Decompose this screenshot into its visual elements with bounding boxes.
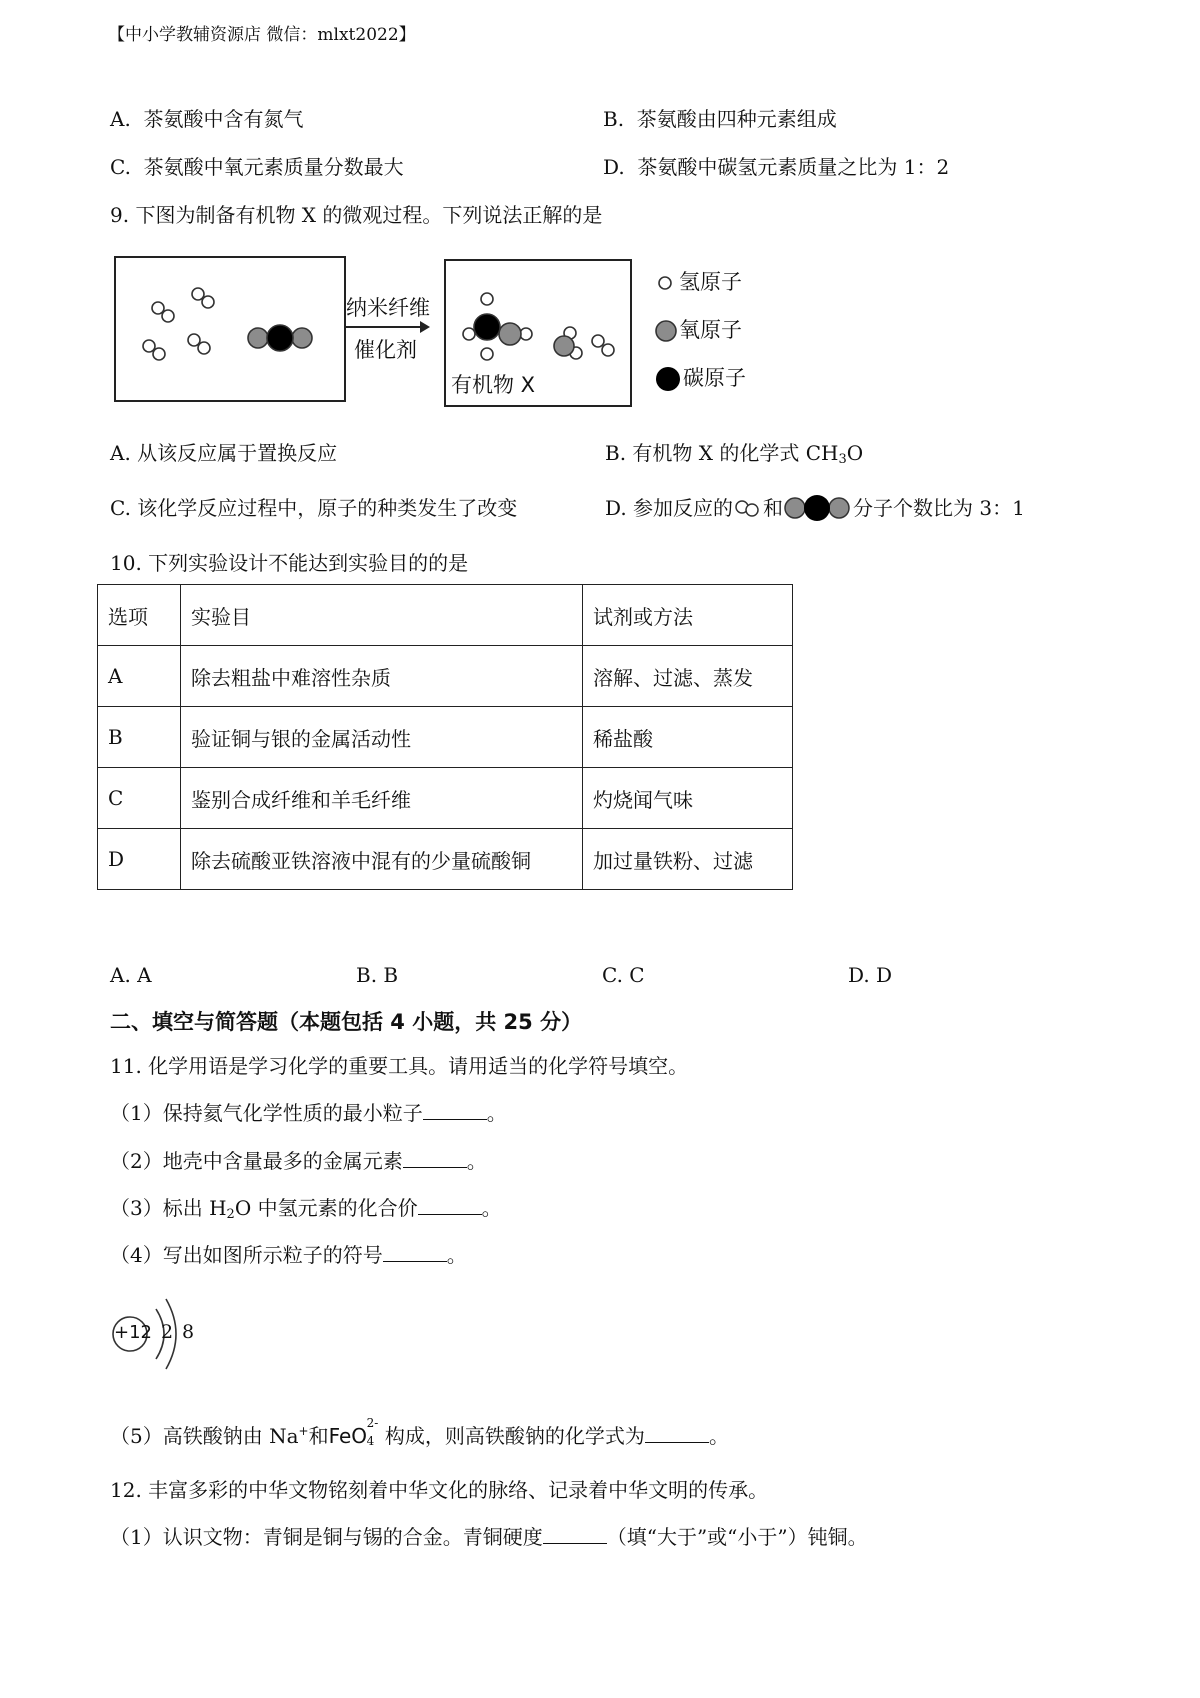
table-header-cell: 选项 [98, 585, 181, 646]
conjunction: 和 [308, 1424, 329, 1448]
q10-answer-c: C. C [602, 963, 645, 987]
answer-blank[interactable] [423, 1103, 487, 1120]
arrow-label-top: 纳米纤维 [346, 296, 430, 320]
legend [655, 266, 746, 410]
legend-label: 氢原子 [679, 270, 742, 294]
sub-question-text: （1）保持氦气化学性质的最小粒子 [110, 1101, 423, 1125]
period: 。 [486, 1101, 507, 1125]
hydrogen-atom-icon [655, 272, 679, 294]
q11-sub4 [110, 1239, 467, 1268]
table-cell: B [98, 707, 181, 768]
table-cell: D [98, 829, 181, 890]
ion-formula: FeO [328, 1424, 368, 1448]
option-b-text: B. 有机物 X 的化学式 CH [605, 441, 839, 465]
q10-answer-a: A. A [110, 963, 152, 987]
q10-answer-b: B. B [356, 963, 399, 987]
period: 。 [446, 1243, 467, 1267]
arrow-label-bottom: 催化剂 [354, 338, 417, 362]
shell-1-electrons: 2 [161, 1321, 174, 1343]
table-cell: 鉴别合成纤维和羊毛纤维 [181, 768, 583, 829]
table-row [98, 646, 793, 707]
period: 。 [481, 1196, 502, 1220]
experiment-table [97, 584, 793, 890]
sub-question-text: （1）认识文物：青铜是铜与锡的合金。青铜硬度 [110, 1525, 543, 1549]
answer-blank[interactable] [418, 1198, 482, 1215]
q11-sub3 [110, 1192, 502, 1222]
option-text: 茶氨酸中碳氢元素质量之比为 1：2 [637, 155, 950, 179]
period: 。 [708, 1424, 729, 1448]
q11-stem: 11. 化学用语是学习化学的重要工具。请用适当的化学符号填空。 [110, 1054, 689, 1078]
q11-sub5 [110, 1416, 729, 1449]
hydrogen-molecule-icon [733, 498, 763, 518]
q11-sub1 [110, 1097, 507, 1126]
subscript: 2 [226, 1207, 235, 1222]
option-text: 茶氨酸由四种元素组成 [636, 107, 837, 131]
q12-sub1 [110, 1521, 868, 1550]
sub-question-text-tail: O 中氢元素的化合价 [234, 1196, 418, 1220]
legend-label: 氧原子 [679, 318, 742, 342]
table-cell: A [98, 646, 181, 707]
option-d-tail: 分子个数比为 3：1 [853, 496, 1025, 520]
reactant-molecules [116, 258, 344, 400]
answer-blank[interactable] [543, 1527, 607, 1544]
products-box [444, 259, 632, 407]
shell-2-electrons: 8 [182, 1321, 195, 1343]
q12-stem: 12. 丰富多彩的中华文物铭刻着中华文化的脉络、记录着中华文明的传承。 [110, 1478, 769, 1502]
subscript: 3 [838, 452, 847, 467]
legend-item-hydrogen [655, 266, 746, 314]
option-letter: D. [603, 155, 625, 179]
option-d-and: 和 [763, 496, 784, 520]
sub-question-text: （5）高铁酸钠由 Na [110, 1424, 299, 1448]
period: 。 [466, 1149, 487, 1173]
table-cell: 验证铜与银的金属活动性 [181, 707, 583, 768]
sub-question-text-tail: （填“大于”或“小于”）钝铜。 [606, 1525, 868, 1549]
table-cell: 除去粗盐中难溶性杂质 [181, 646, 583, 707]
table-header-cell: 实验目 [181, 585, 583, 646]
option-letter: B. [603, 107, 625, 131]
q9-option-a: A. 从该反应属于置换反应 [110, 441, 338, 465]
sub-question-text: （2）地壳中含量最多的金属元素 [110, 1149, 403, 1173]
option-d-text: D. 参加反应的 [605, 496, 734, 520]
table-cell: 溶解、过滤、蒸发 [583, 646, 793, 707]
carbon-atom-icon [655, 365, 683, 393]
table-header-row [98, 585, 793, 646]
legend-item-carbon [655, 362, 746, 410]
legend-item-oxygen [655, 314, 746, 362]
q9-option-c: C. 该化学反应过程中，原子的种类发生了改变 [110, 496, 518, 520]
ion-charge: 2- [366, 1416, 379, 1430]
sub-question-text-tail: 构成，则高铁酸钠的化学式为 [378, 1424, 645, 1448]
q9-stem: 9. 下图为制备有机物 X 的微观过程。下列说法正解的是 [110, 203, 603, 227]
superscript: + [298, 1424, 309, 1438]
table-cell: 除去硫酸亚铁溶液中混有的少量硫酸铜 [181, 829, 583, 890]
oxygen-atom-icon [655, 319, 679, 343]
product-label: 有机物 X [451, 373, 536, 397]
table-row [98, 707, 793, 768]
table-row [98, 829, 793, 890]
q8-option-b [603, 103, 837, 132]
option-b-tail: O [846, 441, 864, 465]
nucleus-charge: +12 [114, 1322, 152, 1343]
section-title: 二、填空与简答题（本题包括 4 小题，共 25 分） [110, 1010, 583, 1034]
q9-option-d [605, 492, 1025, 521]
table-cell: C [98, 768, 181, 829]
sub-question-text: （4）写出如图所示粒子的符号 [110, 1243, 383, 1267]
ion-subscript: 4 [366, 1434, 375, 1448]
answer-blank[interactable] [403, 1151, 467, 1168]
sub-question-text: （3）标出 H [110, 1196, 227, 1220]
legend-label: 碳原子 [683, 366, 746, 390]
co2-molecule-icon [783, 495, 853, 521]
q11-sub2 [110, 1145, 487, 1174]
option-letter: A. [110, 107, 131, 131]
table-row [98, 768, 793, 829]
q8-option-d [603, 151, 949, 180]
option-text: 茶氨酸中含有氮气 [143, 107, 304, 131]
table-header-cell: 试剂或方法 [583, 585, 793, 646]
atom-structure-diagram [108, 1280, 208, 1380]
table-cell: 灼烧闻气味 [583, 768, 793, 829]
table-cell: 稀盐酸 [583, 707, 793, 768]
q10-stem: 10. 下列实验设计不能达到实验目的的是 [110, 551, 469, 575]
reactants-box [114, 256, 346, 402]
q9-option-b [605, 437, 863, 467]
q8-option-c [110, 151, 404, 180]
answer-blank[interactable] [383, 1245, 447, 1262]
option-text: 茶氨酸中氧元素质量分数最大 [143, 155, 404, 179]
page-header: 【中小学教辅资源店 微信：mlxt2022】 [108, 25, 416, 45]
q10-answer-d: D. D [848, 963, 893, 987]
option-letter: C. [110, 155, 131, 179]
q8-option-a [110, 103, 304, 132]
ferrate-ion [328, 1416, 379, 1448]
answer-blank[interactable] [645, 1426, 709, 1443]
table-cell: 加过量铁粉、过滤 [583, 829, 793, 890]
